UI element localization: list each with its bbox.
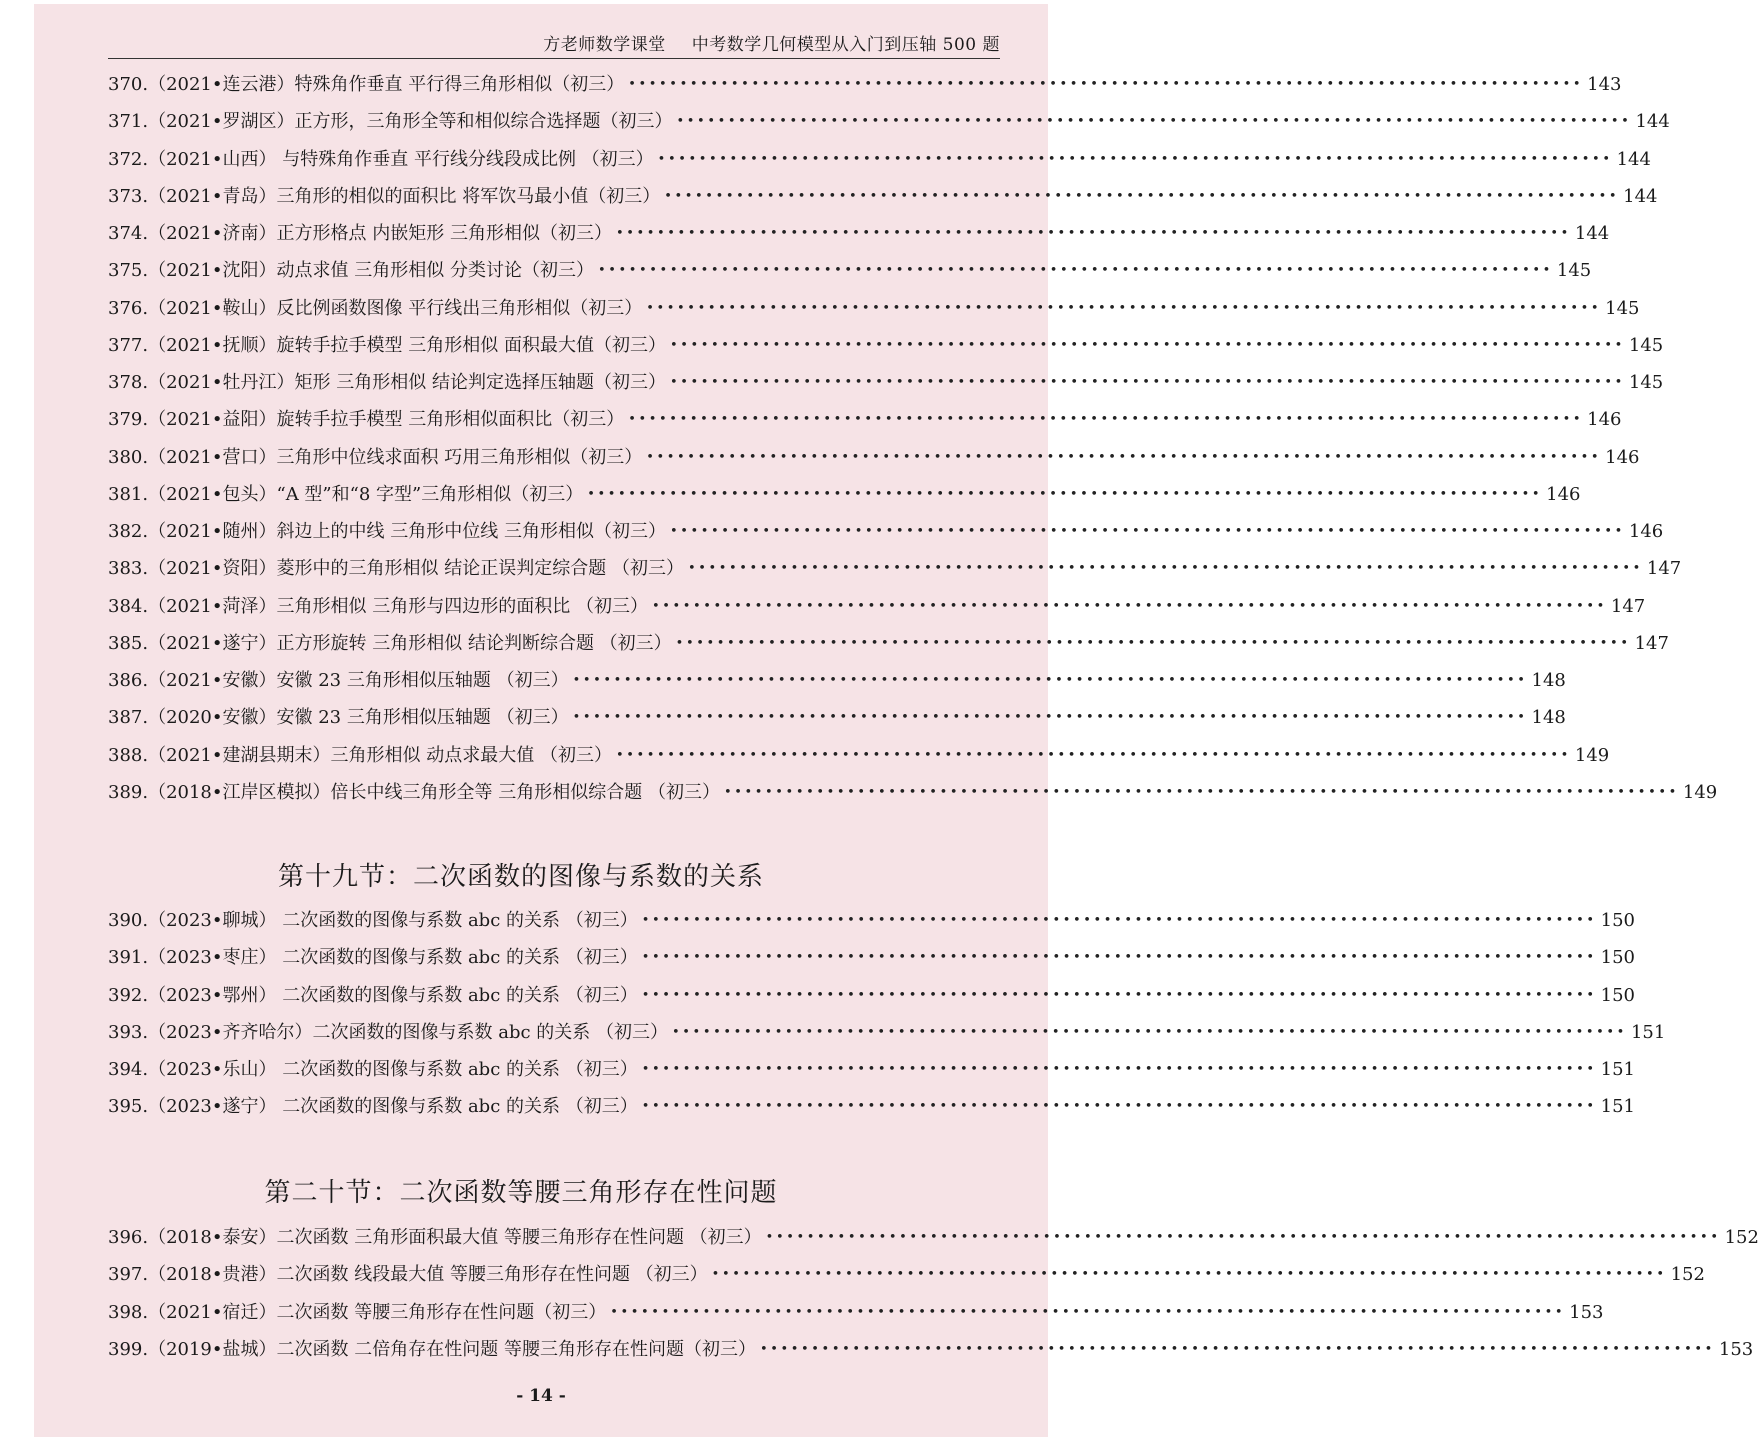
toc-entry-page: 147 <box>1634 632 1669 654</box>
toc-entry-page: 152 <box>1724 1227 1759 1248</box>
toc-entry[interactable] <box>108 1088 1636 1125</box>
toc-entry-title: 396.（2018•泰安）二次函数 三角形面积最大值 等腰三角形存在性问题 （初三） <box>108 1227 762 1248</box>
toc-entry[interactable] <box>108 252 1592 289</box>
toc-leader-dots: ••••••••••••••••••••••••••••••••••••••••••••••••••••••••••••••••••••••••••••••••••••••••••••• <box>765 1230 1721 1245</box>
toc-entry-page: 150 <box>1600 947 1636 969</box>
toc-entry-title: 392.（2023•鄂州） 二次函数的图像与系数 abc 的关系 （初三） <box>108 984 638 1006</box>
toc-leader-dots: ••••••••••••••••••••••••••••••••••••••••••••••••••••••••••••••••••••••••••••••••••••••••••••• <box>669 337 1625 353</box>
toc-entry-title: 370.（2021•连云港）特殊角作垂直 平行得三角形相似（初三） <box>108 74 625 95</box>
toc-entry-page: 144 <box>1574 223 1610 244</box>
toc-entry-page: 151 <box>1600 1059 1636 1080</box>
toc-entry[interactable] <box>108 178 1658 215</box>
toc-entry-page: 147 <box>1610 595 1646 617</box>
header-left-text: 方老师数学课堂 <box>543 35 666 55</box>
toc-entry[interactable] <box>108 588 1646 625</box>
header-right-text: 中考数学几何模型从入门到压轴 500 题 <box>691 35 1000 55</box>
toc-group-3 <box>108 1219 1759 1368</box>
toc-leader-dots: ••••••••••••••••••••••••••••••••••••••••••••••••••••••••••••••••••••••••••••••••••••••••••••• <box>597 263 1553 279</box>
toc-entry[interactable] <box>108 902 1636 939</box>
toc-leader-dots: ••••••••••••••••••••••••••••••••••••••••••••••••••••••••••••••••••••••••••••••••••••••••••••• <box>641 913 1597 928</box>
toc-entry-title: 376.（2021•鞍山）反比例函数图像 平行线出三角形相似（初三） <box>108 297 643 319</box>
toc-entry-page: 145 <box>1605 297 1640 319</box>
toc-entry[interactable] <box>108 699 1566 736</box>
toc-entry[interactable] <box>108 66 1622 103</box>
toc-entry-page: 143 <box>1587 74 1622 95</box>
toc-entry-page: 151 <box>1630 1021 1666 1043</box>
document-page <box>34 4 1759 1437</box>
toc-entry-page: 151 <box>1600 1096 1636 1118</box>
toc-entry[interactable] <box>108 737 1610 774</box>
toc-entry-page: 148 <box>1531 707 1566 729</box>
toc-leader-dots: ••••••••••••••••••••••••••••••••••••••••••••••••••••••••••••••••••••••••••••••••••••••••••••• <box>641 1062 1597 1077</box>
page-number: - 14 - <box>516 1386 566 1406</box>
toc-leader-dots: ••••••••••••••••••••••••••••••••••••••••••••••••••••••••••••••••••••••••••••••••••••••••••••• <box>628 77 1584 92</box>
section-title-20: 第二十节：二次函数等腰三角形存在性问题 <box>264 1178 778 1208</box>
toc-entry[interactable] <box>108 662 1566 699</box>
toc-entry[interactable] <box>108 550 1682 587</box>
toc-entry[interactable] <box>108 141 1651 178</box>
toc-entry[interactable] <box>108 625 1669 662</box>
toc-entry-page: 150 <box>1600 910 1636 931</box>
toc-entry-page: 144 <box>1635 111 1670 133</box>
toc-entry[interactable] <box>108 401 1622 438</box>
toc-leader-dots: ••••••••••••••••••••••••••••••••••••••••••••••••••••••••••••••••••••••••••••••••••••••••••••• <box>572 710 1528 726</box>
toc-entry-title: 398.（2021•宿迁）二次函数 等腰三角形存在性问题（初三） <box>108 1301 607 1323</box>
toc-leader-dots: ••••••••••••••••••••••••••••••••••••••••••••••••••••••••••••••••••••••••••••••••••••••••••••• <box>651 598 1607 614</box>
toc-entry[interactable] <box>108 215 1610 252</box>
toc-entry-title: 397.（2018•贵港）二次函数 线段最大值 等腰三角形存在性问题 （初三） <box>108 1264 708 1286</box>
toc-entry[interactable] <box>108 290 1640 327</box>
toc-leader-dots: ••••••••••••••••••••••••••••••••••••••••••••••••••••••••••••••••••••••••••••••••••••••••••••• <box>669 375 1625 390</box>
toc-entry-title: 381.（2021•包头）“A 型”和“8 字型”三角形相似（初三） <box>108 483 584 505</box>
toc-entry[interactable] <box>108 1331 1754 1368</box>
toc-entry[interactable] <box>108 476 1581 513</box>
toc-group-2 <box>108 902 1666 1126</box>
toc-leader-dots: ••••••••••••••••••••••••••••••••••••••••••••••••••••••••••••••••••••••••••••••••••••••••••••• <box>641 950 1597 966</box>
toc-entry[interactable] <box>108 513 1664 550</box>
toc-entry-title: 388.（2021•建湖县期末）三角形相似 动点求最大值 （初三） <box>108 744 612 766</box>
toc-entry-title: 395.（2023•遂宁） 二次函数的图像与系数 abc 的关系 （初三） <box>108 1096 638 1118</box>
toc-entry-title: 378.（2021•牡丹江）矩形 三角形相似 结论判定选择压轴题（初三） <box>108 372 666 393</box>
toc-entry-title: 382.（2021•随州）斜边上的中线 三角形中位线 三角形相似（初三） <box>108 521 666 542</box>
toc-entry-title: 385.（2021•遂宁）正方形旋转 三角形相似 结论判断综合题 （初三） <box>108 632 672 654</box>
toc-entry-title: 374.（2021•济南）正方形格点 内嵌矩形 三角形相似（初三） <box>108 223 612 244</box>
toc-entry-page: 148 <box>1531 670 1566 691</box>
toc-entry[interactable] <box>108 939 1636 976</box>
toc-entry[interactable] <box>108 364 1664 401</box>
toc-entry-page: 146 <box>1546 483 1581 505</box>
toc-entry[interactable] <box>108 774 1718 811</box>
toc-entry-page: 146 <box>1605 446 1640 468</box>
toc-leader-dots: ••••••••••••••••••••••••••••••••••••••••••••••••••••••••••••••••••••••••••••••••••••••••••••• <box>687 561 1643 577</box>
toc-leader-dots: ••••••••••••••••••••••••••••••••••••••••••••••••••••••••••••••••••••••••••••••••••••••••••••• <box>676 114 1632 130</box>
toc-entry-title: 383.（2021•资阳）菱形中的三角形相似 结论正误判定综合题 （初三） <box>108 558 684 580</box>
toc-leader-dots: ••••••••••••••••••••••••••••••••••••••••••••••••••••••••••••••••••••••••••••••••••••••••••••• <box>646 300 1602 316</box>
toc-entry-page: 144 <box>1616 148 1651 170</box>
toc-entry-title: 394.（2023•乐山） 二次函数的图像与系数 abc 的关系 （初三） <box>108 1059 638 1080</box>
toc-entry-title: 380.（2021•营口）三角形中位线求面积 巧用三角形相似（初三） <box>108 446 643 468</box>
toc-leader-dots: ••••••••••••••••••••••••••••••••••••••••••••••••••••••••••••••••••••••••••••••••••••••••••••• <box>572 673 1528 688</box>
toc-entry[interactable] <box>108 327 1664 364</box>
toc-entry[interactable] <box>108 1014 1666 1051</box>
toc-entry-page: 153 <box>1718 1338 1754 1360</box>
toc-entry-page: 145 <box>1556 260 1592 282</box>
toc-entry-title: 375.（2021•沈阳）动点求值 三角形相似 分类讨论（初三） <box>108 260 594 282</box>
toc-leader-dots: ••••••••••••••••••••••••••••••••••••••••••••••••••••••••••••••••••••••••••••••••••••••••••••• <box>723 784 1679 800</box>
page-header <box>108 28 1000 59</box>
toc-leader-dots: ••••••••••••••••••••••••••••••••••••••••••••••••••••••••••••••••••••••••••••••••••••••••••••• <box>672 1024 1627 1040</box>
section-title-19: 第十九节：二次函数的图像与系数的关系 <box>277 862 764 892</box>
toc-leader-dots: ••••••••••••••••••••••••••••••••••••••••••••••••••••••••••••••••••••••••••••••••••••••••••••• <box>615 747 1571 763</box>
toc-entry-title: 377.（2021•抚顺）旋转手拉手模型 三角形相似 面积最大值（初三） <box>108 334 666 356</box>
toc-entry-page: 144 <box>1623 185 1658 207</box>
toc-entry[interactable] <box>108 977 1636 1014</box>
toc-entry-page: 147 <box>1646 558 1682 580</box>
toc-entry-title: 387.（2020•安徽）安徽 23 三角形相似压轴题 （初三） <box>108 707 569 729</box>
toc-entry-title: 379.（2021•益阳）旋转手拉手模型 三角形相似面积比（初三） <box>108 409 625 431</box>
toc-entry-title: 371.（2021•罗湖区）正方形，三角形全等和相似综合选择题（初三） <box>108 111 673 133</box>
toc-entry-page: 150 <box>1600 984 1636 1006</box>
toc-entry-page: 149 <box>1574 744 1610 766</box>
toc-entry[interactable] <box>108 103 1670 140</box>
toc-leader-dots: ••••••••••••••••••••••••••••••••••••••••••••••••••••••••••••••••••••••••••••••••••••••••••••• <box>711 1267 1667 1283</box>
toc-leader-dots: ••••••••••••••••••••••••••••••••••••••••••••••••••••••••••••••••••••••••••••••••••••••••••••• <box>664 188 1620 204</box>
toc-entry[interactable] <box>108 1256 1705 1293</box>
toc-entry-title: 390.（2023•聊城） 二次函数的图像与系数 abc 的关系 （初三） <box>108 910 638 931</box>
toc-leader-dots: ••••••••••••••••••••••••••••••••••••••••••••••••••••••••••••••••••••••••••••••••••••••••••••• <box>669 524 1625 539</box>
toc-entry-page: 145 <box>1628 334 1664 356</box>
toc-leader-dots: ••••••••••••••••••••••••••••••••••••••••••••••••••••••••••••••••••••••••••••••••••••••••••••• <box>759 1341 1715 1357</box>
toc-entry-title: 389.（2018•江岸区模拟）倍长中线三角形全等 三角形相似综合题 （初三） <box>108 781 720 803</box>
toc-entry-page: 149 <box>1682 781 1718 803</box>
toc-entry-title: 386.（2021•安徽）安徽 23 三角形相似压轴题 （初三） <box>108 670 569 691</box>
toc-leader-dots: ••••••••••••••••••••••••••••••••••••••••••••••••••••••••••••••••••••••••••••••••••••••••••••• <box>646 449 1602 465</box>
toc-group-1 <box>108 66 1718 811</box>
toc-entry[interactable] <box>108 1294 1604 1331</box>
toc-entry-page: 146 <box>1587 409 1622 431</box>
toc-entry-title: 399.（2019•盐城）二次函数 二倍角存在性问题 等腰三角形存在性问题（初三） <box>108 1338 756 1360</box>
toc-entry-title: 384.（2021•菏泽）三角形相似 三角形与四边形的面积比 （初三） <box>108 595 648 617</box>
toc-leader-dots: ••••••••••••••••••••••••••••••••••••••••••••••••••••••••••••••••••••••••••••••••••••••••••••• <box>641 987 1597 1003</box>
toc-entry[interactable] <box>108 1051 1636 1088</box>
toc-entry-title: 391.（2023•枣庄） 二次函数的图像与系数 abc 的关系 （初三） <box>108 947 638 969</box>
toc-entry[interactable] <box>108 439 1640 476</box>
toc-entry-page: 145 <box>1628 372 1664 393</box>
toc-entry-title: 372.（2021•山西） 与特殊角作垂直 平行线分线段成比例 （初三） <box>108 148 654 170</box>
toc-leader-dots: ••••••••••••••••••••••••••••••••••••••••••••••••••••••••••••••••••••••••••••••••••••••••••••• <box>628 412 1584 428</box>
toc-leader-dots: ••••••••••••••••••••••••••••••••••••••••••••••••••••••••••••••••••••••••••••••••••••••••••••• <box>675 635 1631 651</box>
toc-leader-dots: ••••••••••••••••••••••••••••••••••••••••••••••••••••••••••••••••••••••••••••••••••••••••••••• <box>657 151 1613 167</box>
toc-leader-dots: ••••••••••••••••••••••••••••••••••••••••••••••••••••••••••••••••••••••••••••••••••••••••••••• <box>610 1304 1566 1320</box>
toc-entry-title: 393.（2023•齐齐哈尔）二次函数的图像与系数 abc 的关系 （初三） <box>108 1021 669 1043</box>
toc-entry[interactable] <box>108 1219 1759 1256</box>
toc-entry-page: 152 <box>1670 1264 1705 1286</box>
toc-leader-dots: ••••••••••••••••••••••••••••••••••••••••••••••••••••••••••••••••••••••••••••••••••••••••••••• <box>615 226 1571 241</box>
toc-entry-page: 146 <box>1628 521 1664 542</box>
toc-entry-title: 373.（2021•青岛）三角形的相似的面积比 将军饮马最小值（初三） <box>108 185 661 207</box>
toc-leader-dots: ••••••••••••••••••••••••••••••••••••••••••••••••••••••••••••••••••••••••••••••••••••••••••••• <box>587 486 1543 502</box>
toc-entry-page: 153 <box>1569 1301 1604 1323</box>
toc-leader-dots: ••••••••••••••••••••••••••••••••••••••••••••••••••••••••••••••••••••••••••••••••••••••••••••• <box>641 1099 1597 1115</box>
